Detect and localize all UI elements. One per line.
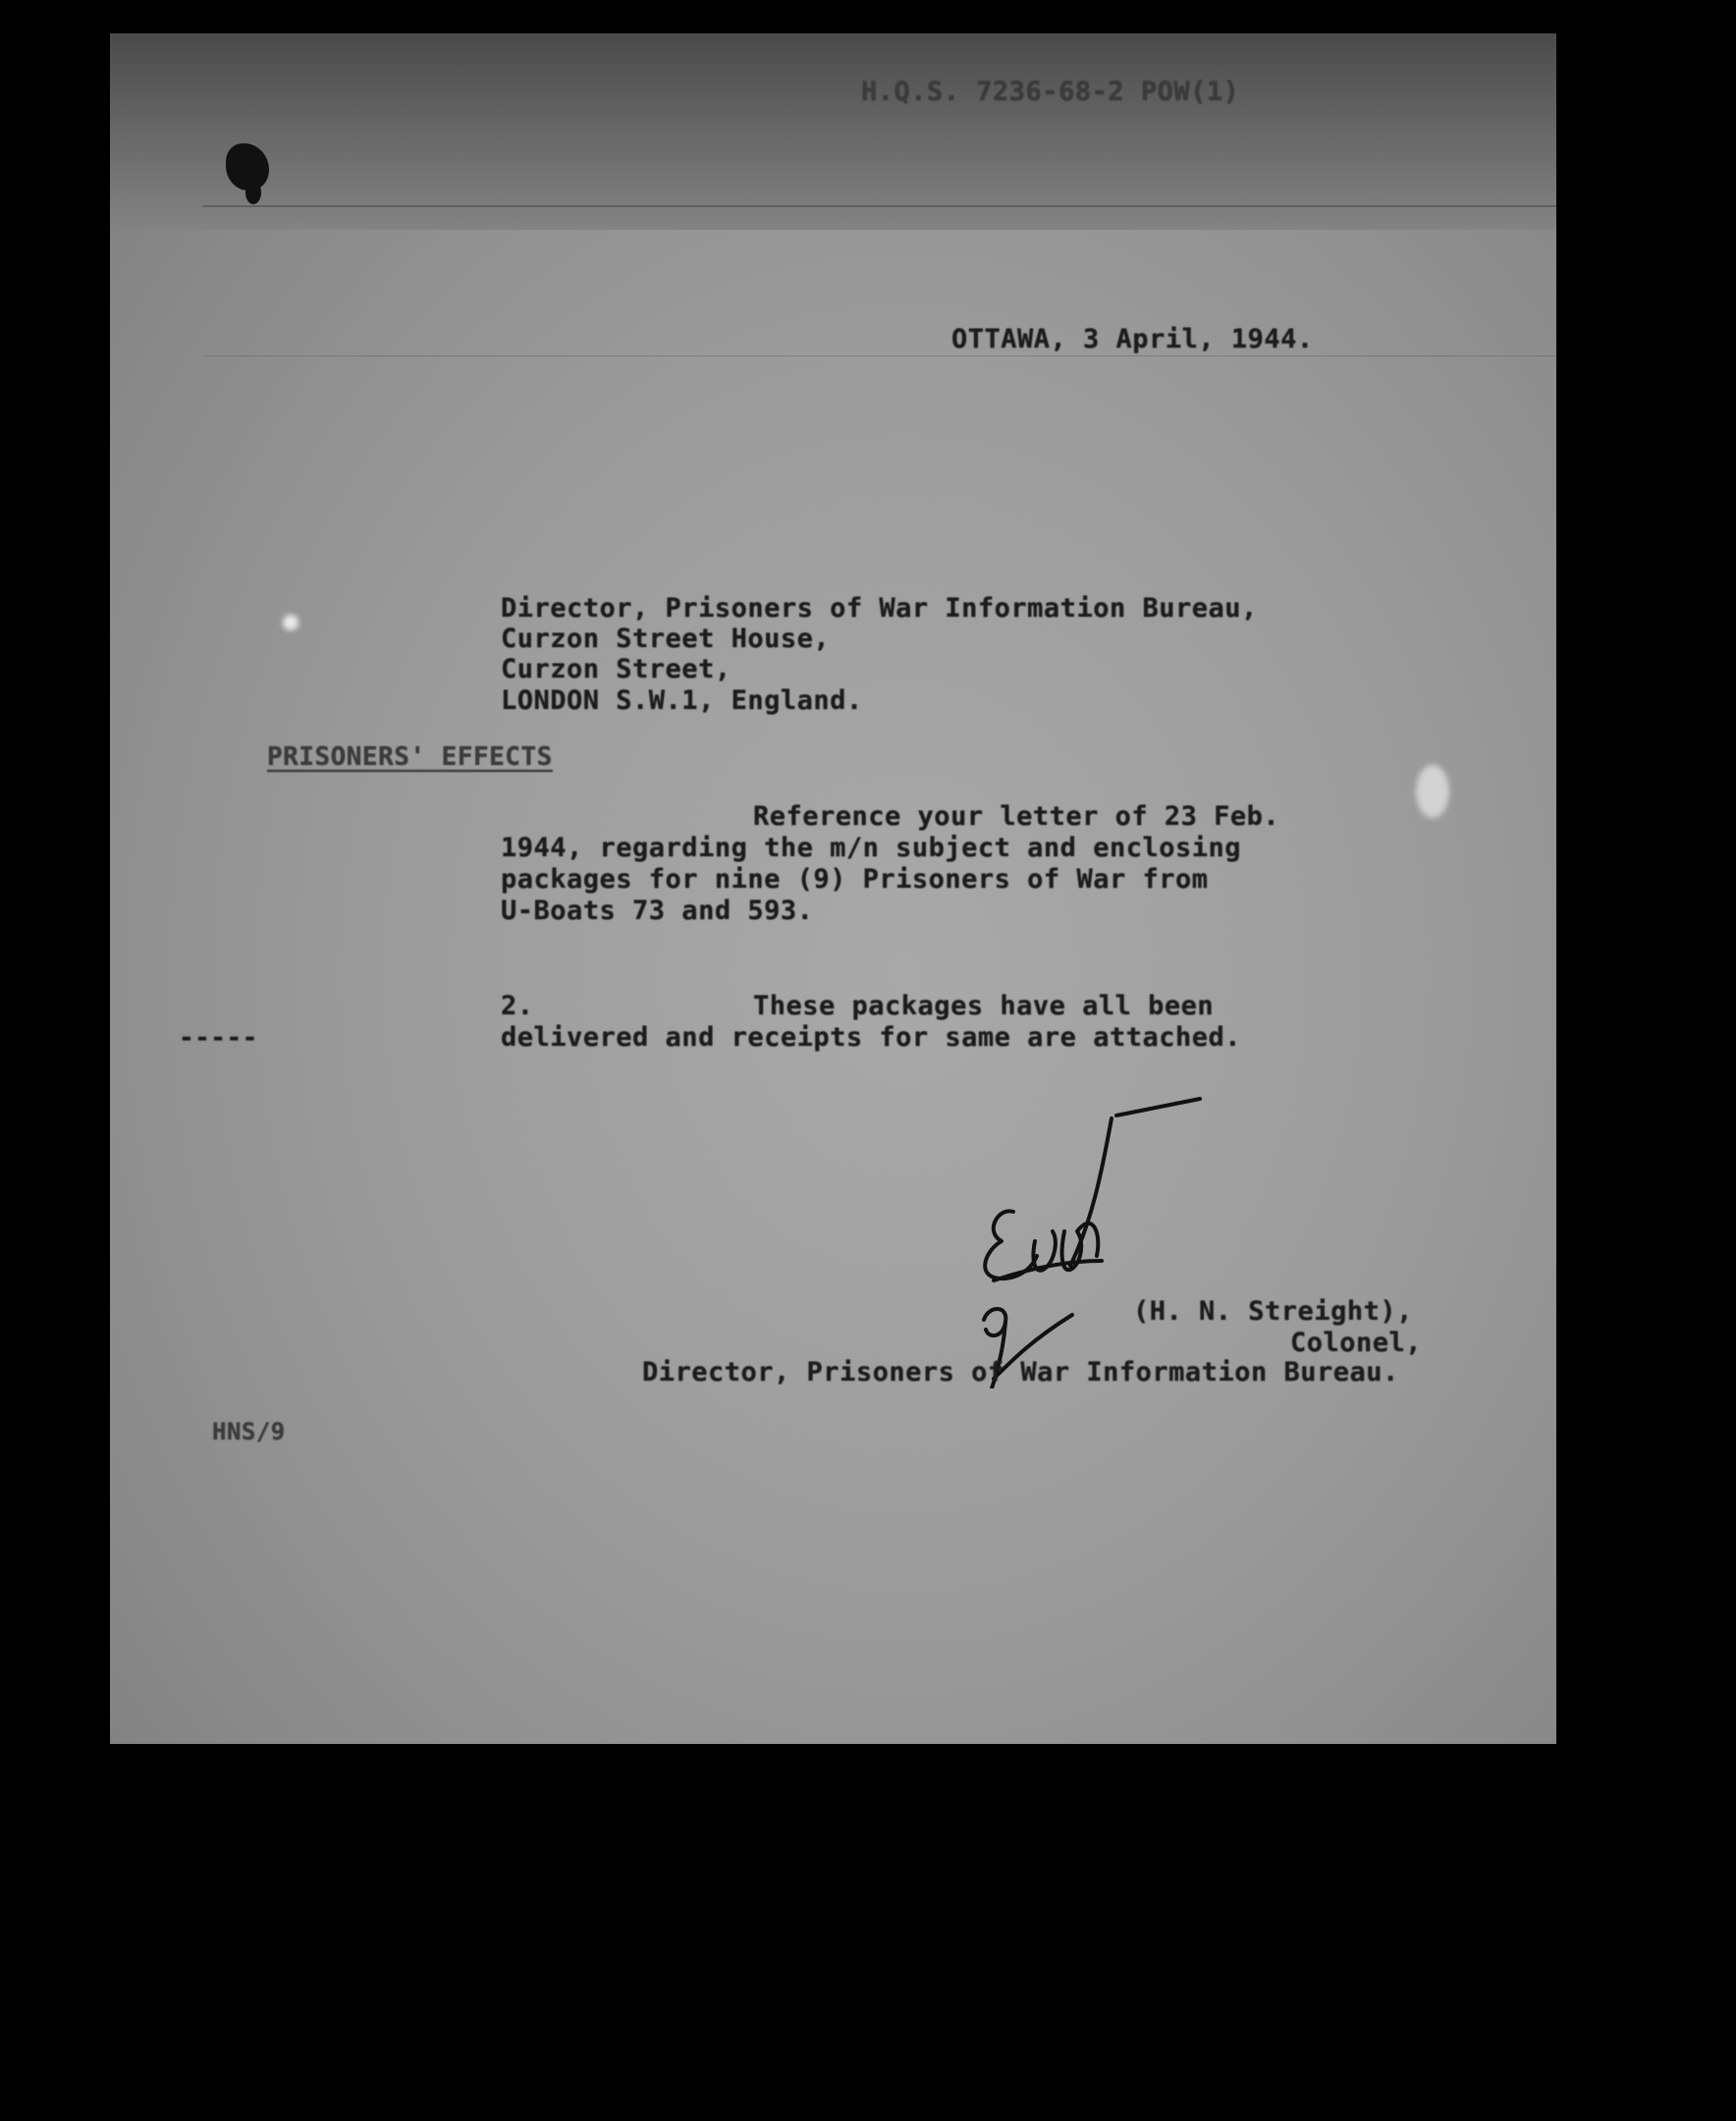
reference-initials: HNS/9 (212, 1418, 286, 1445)
margin-mark: ----- (179, 1023, 258, 1053)
paragraph-1-line: Reference your letter of 23 Feb. (753, 801, 1280, 832)
addressee-line: LONDON S.W.1, England. (501, 685, 863, 716)
paragraph-2-number: 2. (501, 991, 534, 1021)
page-top-shading (110, 33, 1556, 230)
subject-heading: PRISONERS' EFFECTS (267, 742, 553, 772)
paragraph-2-line: These packages have all been (753, 991, 1215, 1021)
fold-line (203, 205, 1556, 207)
addressee-line: Curzon Street, (501, 654, 732, 684)
paragraph-2-line: delivered and receipts for same are attached. (501, 1022, 1241, 1053)
letter-page (110, 33, 1556, 1744)
file-reference: H.Q.S. 7236-68-2 POW(1) (861, 77, 1240, 107)
paragraph-1-line: U-Boats 73 and 593. (501, 896, 814, 926)
addressee-line: Curzon Street House, (501, 624, 831, 654)
handwritten-signature (954, 1094, 1269, 1388)
signatory-rank: Colonel, (1290, 1328, 1423, 1358)
scan-speck (283, 615, 298, 630)
signatory-title: Director, Prisoners of War Information Bureau. (642, 1357, 1399, 1387)
place-date: OTTAWA, 3 April, 1944. (951, 324, 1314, 354)
ink-blot (245, 181, 261, 204)
paragraph-1-line: packages for nine (9) Prisoners of War from (501, 864, 1209, 895)
addressee-line: Director, Prisoners of War Information Bureau, (501, 593, 1258, 624)
fold-line (203, 355, 1556, 356)
scan-speck (1416, 765, 1449, 818)
signatory-name: (H. N. Streight), (1133, 1296, 1413, 1327)
paragraph-1-line: 1944, regarding the m/n subject and enclosing (501, 833, 1241, 863)
